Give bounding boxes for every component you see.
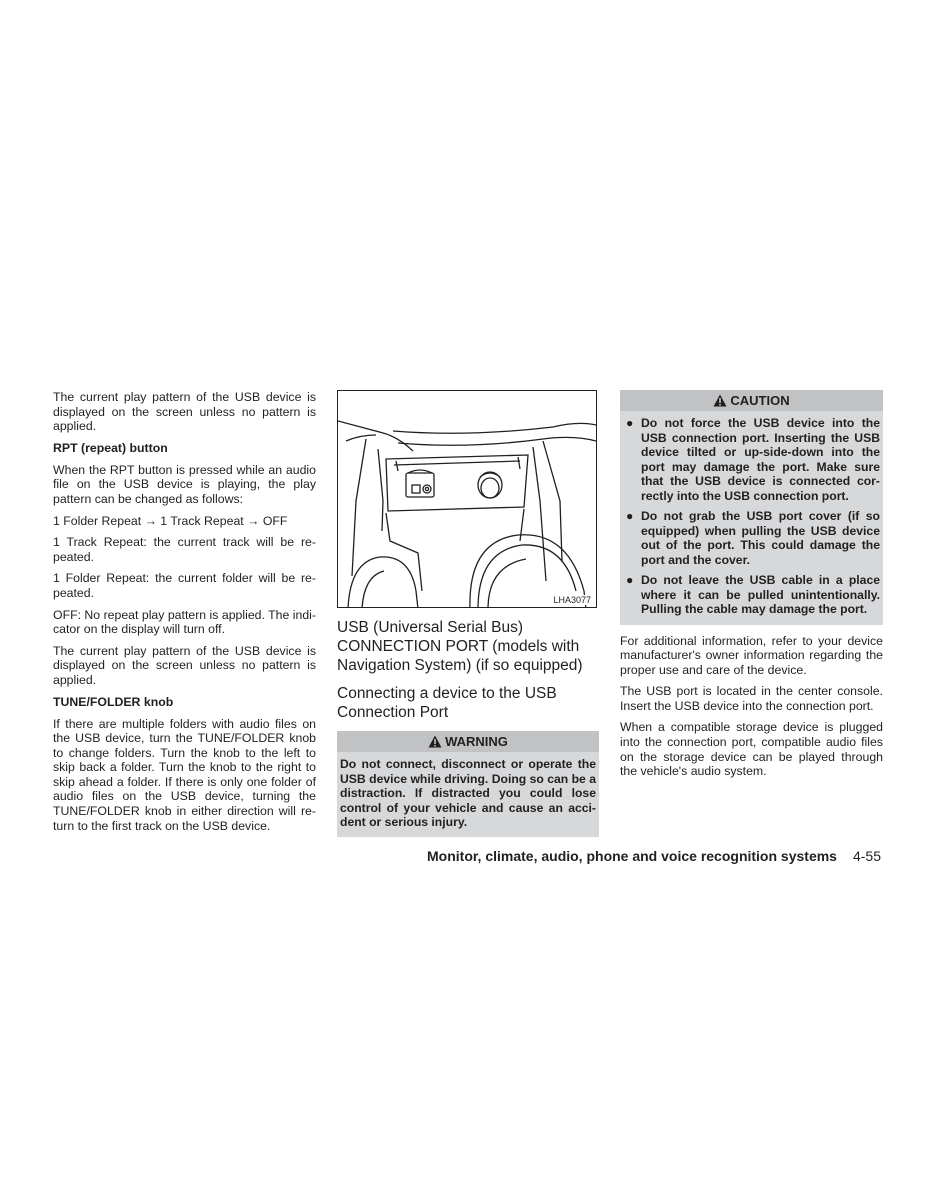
play-pattern-paragraph-2: The current play pattern of the USB device is displayed on the screen unless no pattern is applied. (53, 643, 316, 687)
bullet-icon: ● (626, 416, 634, 430)
caution-item-text: Do not grab the USB port cover (if so equipped) when pulling the USB device out of the port. This could damage the port and the cover. (641, 509, 880, 567)
rpt-description: When the RPT button is pressed while an audio file on the USB device is playing, the play pattern can be changed as follows: (53, 462, 316, 506)
additional-info-paragraph: For additional information, refer to your device manufacturer's owner information regarding the proper use and care of the device. (620, 633, 883, 677)
left-column (53, 390, 316, 840)
warning-triangle-icon (428, 735, 442, 748)
footer-section-title: Monitor, climate, audio, phone and voice recognition systems (427, 848, 837, 864)
caution-label: CAUTION (730, 393, 790, 408)
bullet-icon: ● (626, 573, 634, 587)
page-number: 4-55 (852, 848, 881, 864)
connecting-subsection-title: Connecting a device to the USB Connection Port (337, 685, 557, 721)
bullet-icon: ● (626, 509, 634, 523)
caution-list (623, 416, 880, 617)
caution-header (620, 390, 883, 411)
tune-folder-heading: TUNE/FOLDER knob (53, 694, 174, 709)
folder-repeat-text: 1 Folder Repeat: the current folder will be re-peated. (53, 571, 316, 600)
caution-item-text: Do not leave the USB cable in a place where it can be pulled unintentionally. Pulling the cable may damage the port. (641, 573, 880, 616)
figure-code: LHA3077 (553, 595, 591, 605)
off-text: OFF: No repeat play pattern is applied. The indi-cator on the display will turn off. (53, 607, 316, 637)
play-pattern-paragraph: The current play pattern of the USB device is displayed on the screen unless no pattern is applied. (53, 390, 316, 434)
caution-item (623, 416, 880, 503)
warning-text: Do not connect, disconnect or operate the USB device while driving. Doing so can be a distraction. If distracted you could lose control of your vehicle and cause an acci-dent or serious injury. (340, 757, 596, 829)
caution-item (623, 573, 880, 617)
track-repeat-text: 1 Track Repeat: the current track will be re-peated. (53, 535, 316, 564)
caution-item-text: Do not force the USB device into the USB connection port. Inserting the USB device tilted or up-side-down into the port may damage the port. Make sure that the USB device is connected cor-rectly into the USB connection port. (641, 416, 880, 503)
rpt-button-heading: RPT (repeat) button (53, 440, 168, 455)
caution-box (620, 390, 883, 625)
usb-port-figure (337, 390, 597, 608)
middle-column (337, 390, 599, 837)
compatible-device-paragraph: When a compatible storage device is plugged into the connection port, compatible audio files on the storage device can be played through the vehicle's audio system. (620, 720, 883, 779)
page-footer (427, 848, 881, 864)
warning-box (337, 731, 599, 837)
tune-folder-description: If there are multiple folders with audio files on the USB device, turn the TUNE/FOLDER knob to change folders. Turn the knob to the left to skip back a folder. Turn the knob to the right to skip ahead a folder. If there is only one folder of audio files on the USB device, turning the TUNE/FOLDER knob in either direction will re-turn to the first track on the USB device. (53, 716, 316, 833)
caution-triangle-icon (713, 394, 727, 407)
port-location-paragraph: The USB port is located in the center console. Insert the USB device into the connection port. (620, 684, 883, 713)
warning-label: WARNING (445, 734, 508, 749)
caution-item (623, 509, 880, 567)
right-column (620, 390, 883, 786)
repeat-sequence: 1 Folder Repeat → 1 Track Repeat → OFF (53, 513, 288, 528)
usb-section-title: USB (Universal Serial Bus) CONNECTION PORT (models with Navigation System) (if so equipped) (337, 619, 583, 674)
warning-header (337, 731, 599, 752)
center-console-illustration (338, 391, 597, 608)
